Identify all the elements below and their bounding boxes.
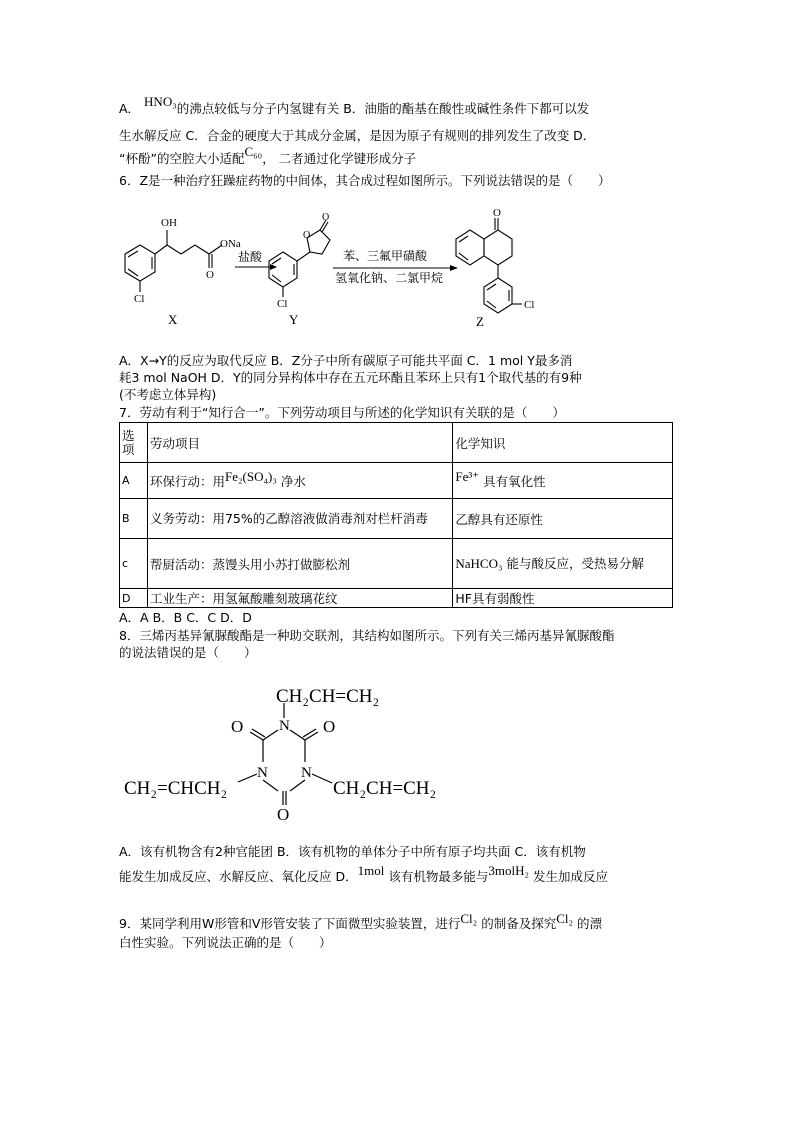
x-benzene-ring	[125, 245, 155, 281]
q5-line2: 生水解反应 C．合金的硬度大于其成分金属，是因为原子有规则的排列发生了改变 D．	[119, 128, 596, 143]
z-o-label: O	[493, 207, 501, 219]
header-option: 选项	[120, 423, 148, 463]
row-a-item-text: 环保行动：用	[149, 473, 225, 489]
row-b-knowledge: 乙醇具有还原性	[453, 499, 673, 539]
reagent-naoh-dcm: 氢氧化钠、二氯甲烷	[335, 271, 444, 285]
top-allyl-group: CH₂CH=CH₂	[276, 686, 380, 707]
header-labor-item: 劳动项目	[147, 423, 452, 463]
table-row	[120, 463, 673, 499]
right-allyl-group: CH₂CH=CH₂	[333, 778, 437, 799]
reagent-hcl: 盐酸	[238, 250, 263, 264]
q7-table	[119, 422, 673, 608]
q7-answers: A．A B．B C．C D．D	[119, 610, 252, 625]
carbonyl-oxygen-bottom: O	[277, 805, 290, 824]
row-b-item: 义务劳动：用75%的乙醇溶液做消毒剂对栏杆消毒	[147, 499, 452, 539]
row-a-item	[147, 463, 452, 499]
row-a-knowledge	[453, 463, 673, 499]
row-b-option: B	[120, 499, 148, 539]
row-a-knowledge-text: 具有氧化性	[483, 473, 546, 489]
three-mol-h2-label: 3molH₂	[488, 863, 529, 878]
q5-line3-text-a: “杯酚”的空腔大小适配	[119, 151, 245, 166]
x-oh-label: OH	[161, 217, 177, 229]
row-c-item: 帮厨活动：蒸馒头用小苏打做膨松剂	[147, 539, 452, 589]
row-a-item-text-b: 净水	[280, 473, 306, 489]
q8-isocyanurate-structure	[0, 670, 794, 830]
one-mol-label: 1mol	[357, 863, 385, 878]
q8-options-line2-c: 发生加成反应	[532, 869, 608, 884]
q9-stem-b: 的制备及探究	[481, 916, 557, 931]
row-d-item: 工业生产：用氢氟酸雕刻玻璃花纹	[147, 589, 452, 608]
q9-stem-c: 的漂	[577, 916, 603, 931]
q9-stem-line1	[119, 911, 603, 932]
nahco3-formula: NaHCO₃	[455, 556, 503, 571]
hno3-formula: HNO₃	[144, 94, 177, 109]
cl2-formula-1: Cl₂	[460, 911, 478, 926]
fe3-ion: Fe³⁺	[455, 468, 480, 484]
q6-options-line2: 耗3 mol NaOH D．Y的同分异构体中存在五元环酯且苯环上只有1个取代基的有9种	[119, 370, 582, 385]
x-o-label: O	[206, 269, 214, 281]
q8-options-line2-a: 能发生加成反应、水解反应、氧化反应 D．	[119, 869, 358, 884]
q5-option-a-marker: A．	[119, 101, 141, 116]
x-label: X	[168, 312, 178, 327]
q6-options-line3: (不考虑立体异构)	[119, 387, 217, 402]
left-allyl-group: CH₂=CHCH₂	[124, 778, 228, 799]
x-ona-label: ONa	[220, 238, 241, 250]
y-carbonyl-o-label: O	[322, 212, 330, 223]
q6-synthesis-scheme	[0, 190, 794, 340]
q8-options-line2-b: 该有机物最多能与	[388, 869, 489, 884]
c60-formula: C₆₀	[244, 144, 263, 159]
cl2-formula-2: Cl₂	[556, 911, 574, 926]
y-label: Y	[289, 312, 299, 327]
reagent-benzene-triflic: 苯、三氟甲磺酸	[343, 249, 428, 263]
table-row	[120, 589, 673, 608]
header-chem-knowledge: 化学知识	[453, 423, 673, 463]
table-header-row	[120, 423, 673, 463]
table-row	[120, 499, 673, 539]
x-cl-label: Cl	[134, 293, 145, 305]
ring-nitrogen-right: N	[301, 765, 312, 781]
ring-nitrogen-top: N	[279, 718, 290, 734]
ring-nitrogen-left: N	[257, 765, 268, 781]
carbonyl-oxygen-left: O	[231, 717, 244, 736]
fe2so43-formula: Fe₂(SO₄)₃	[224, 468, 277, 484]
carbonyl-oxygen-right: O	[323, 717, 336, 736]
y-benzene-ring	[269, 252, 297, 287]
y-cl-label: Cl	[277, 298, 288, 310]
row-d-option: D	[120, 589, 148, 608]
q5-line1	[119, 94, 590, 117]
q6-options-line1: A．X→Y的反应为取代反应 B．Z分子中所有碳原子可能共平面 C．1 mol Y最多消	[119, 353, 573, 368]
row-c-knowledge	[453, 539, 673, 589]
z-aryl-ring	[484, 278, 512, 313]
q8-stem-line1: 8．三烯丙基异氰脲酸酯是一种助交联剂，其结构如图所示。下列有关三烯丙基异氰脲酸酯	[119, 628, 615, 643]
table-row	[120, 539, 673, 589]
q8-options-line1: A．该有机物含有2种官能团 B．该有机物的单体分子中所有原子均共面 C．该有机物	[119, 844, 586, 859]
y-ring-o-label: O	[303, 230, 311, 241]
row-c-knowledge-text: 能与酸反应，受热易分解	[506, 556, 645, 571]
q8-stem-line2: 的说法错误的是（ ）	[119, 645, 257, 660]
q7-stem: 7．劳动有利于“知行合一”。下列劳动项目与所述的化学知识有关联的是（ ）	[119, 405, 565, 420]
z-cl-label: Cl	[524, 299, 535, 311]
z-benzene-ring	[456, 230, 484, 265]
q5-line1-text: 的沸点较低与分子内氢键有关 B．油脂的酯基在酸性或碱性条件下都可以发	[176, 101, 590, 116]
q5-line3-text-b: ， 二者通过化学键形成分子	[262, 151, 417, 166]
z-ketone-ring	[484, 230, 512, 265]
q9-stem-line2: 白性实验。下列说法正确的是（ ）	[119, 935, 332, 950]
q6-stem: 6．Z是一种治疗狂躁症药物的中间体，其合成过程如图所示。下列说法错误的是（ ）	[119, 173, 611, 188]
q5-line3	[119, 144, 417, 167]
q8-options-line2	[119, 863, 608, 885]
row-a-option: A	[120, 463, 148, 499]
row-d-knowledge: HF具有弱酸性	[453, 589, 673, 608]
row-c-option: c	[120, 539, 148, 589]
y-lactone-ring	[307, 230, 330, 254]
q9-stem-a: 9．某同学利用W形管和V形管安装了下面微型实验装置，进行	[119, 916, 461, 931]
z-label: Z	[476, 314, 484, 329]
